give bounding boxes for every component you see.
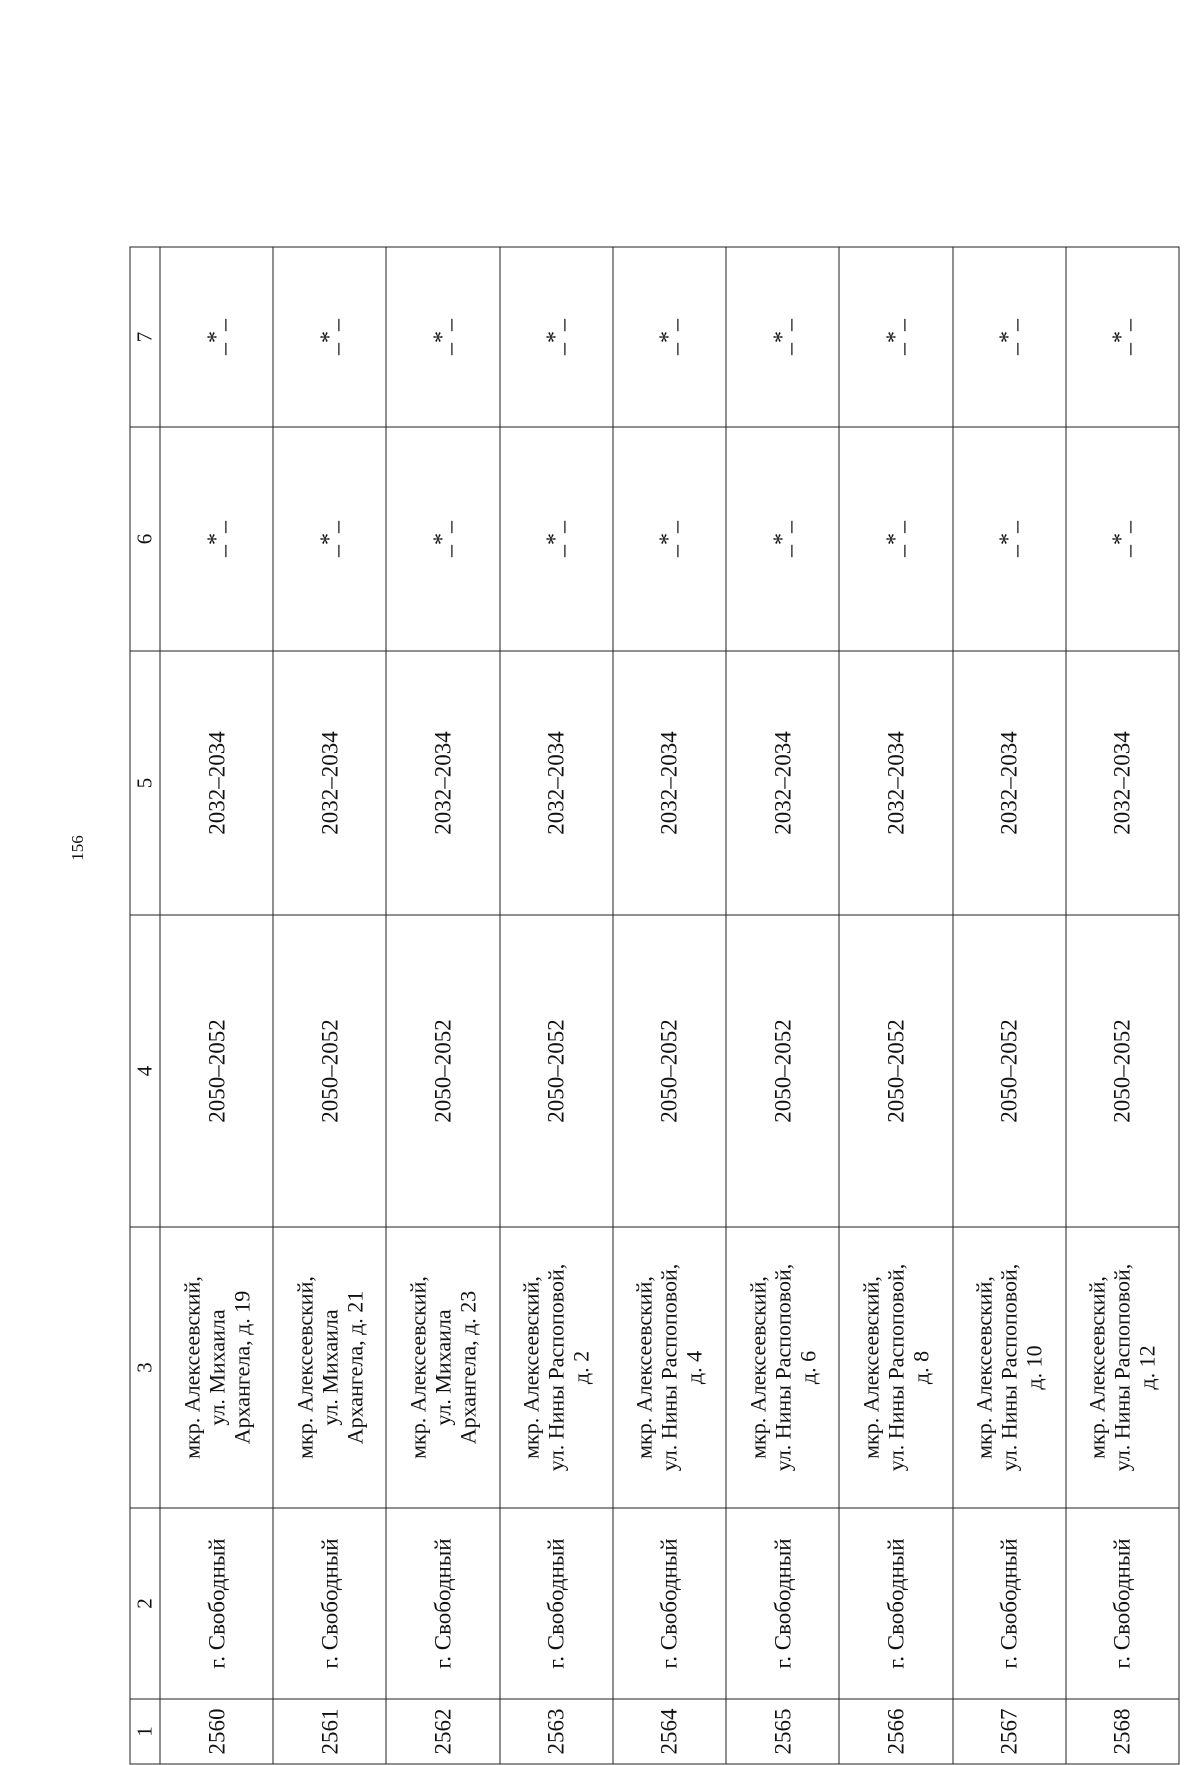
period-col4-cell: 2050–2052 xyxy=(612,915,725,1227)
mark-col7-cell: _*_ xyxy=(952,247,1065,427)
address-line: мкр. Алексеевский, xyxy=(1084,1276,1110,1459)
address-line: мкр. Алексеевский, xyxy=(178,1276,204,1459)
header-col-6: 6 xyxy=(130,427,160,651)
city-cell: г. Свободный xyxy=(499,1508,612,1699)
address-cell xyxy=(160,1227,273,1508)
mark-col7-cell: _*_ xyxy=(160,247,273,427)
registry-table-container xyxy=(129,248,1179,1765)
address-line: Архангела, д. 23 xyxy=(455,1290,481,1445)
table-row xyxy=(160,247,273,1764)
mark-col6-cell: _*_ xyxy=(386,427,499,651)
row-number: 2565 xyxy=(726,1699,839,1764)
address-line: Архангела, д. 21 xyxy=(341,1290,367,1445)
mark-col7-cell: _*_ xyxy=(726,247,839,427)
mark-col7-cell: _*_ xyxy=(612,247,725,427)
address-line: мкр. Алексеевский, xyxy=(971,1276,997,1459)
period-col5-cell: 2032–2034 xyxy=(160,651,273,915)
address-line: ул. Нины Распоповой, xyxy=(996,1263,1022,1472)
mark-col6-cell: _*_ xyxy=(273,427,386,651)
header-col-3: 3 xyxy=(130,1227,160,1508)
mark-col6-cell: _*_ xyxy=(726,427,839,651)
table-row xyxy=(952,247,1065,1764)
address-line: мкр. Алексеевский, xyxy=(857,1276,883,1459)
mark-col7-cell: _*_ xyxy=(273,247,386,427)
period-col5-cell: 2032–2034 xyxy=(499,651,612,915)
table-row xyxy=(1065,247,1178,1764)
address-line: мкр. Алексеевский, xyxy=(518,1276,544,1459)
row-number: 2561 xyxy=(273,1699,386,1764)
address-line: ул. Нины Распоповой, xyxy=(882,1263,908,1472)
period-col4-cell: 2050–2052 xyxy=(160,915,273,1227)
mark-col6-cell: _*_ xyxy=(499,427,612,651)
row-number: 2563 xyxy=(499,1699,612,1764)
address-line: Архангела, д. 19 xyxy=(228,1290,254,1445)
city-cell: г. Свободный xyxy=(726,1508,839,1699)
address-cell xyxy=(952,1227,1065,1508)
period-col4-cell: 2050–2052 xyxy=(726,915,839,1227)
table-row xyxy=(839,247,952,1764)
city-cell: г. Свободный xyxy=(273,1508,386,1699)
address-cell xyxy=(273,1227,386,1508)
period-col5-cell: 2032–2034 xyxy=(386,651,499,915)
table-row xyxy=(612,247,725,1764)
address-line: мкр. Алексеевский, xyxy=(631,1276,657,1459)
address-line: д. 12 xyxy=(1134,1345,1160,1390)
table-row xyxy=(726,247,839,1764)
address-line: д. 4 xyxy=(681,1350,707,1385)
header-col-4: 4 xyxy=(130,915,160,1227)
row-number: 2560 xyxy=(160,1699,273,1764)
period-col4-cell: 2050–2052 xyxy=(839,915,952,1227)
period-col4-cell: 2050–2052 xyxy=(386,915,499,1227)
period-col4-cell: 2050–2052 xyxy=(499,915,612,1227)
period-col5-cell: 2032–2034 xyxy=(726,651,839,915)
city-cell: г. Свободный xyxy=(1065,1508,1178,1699)
address-line: ул. Нины Распоповой, xyxy=(1109,1263,1135,1472)
header-row xyxy=(130,247,160,1764)
mark-col6-cell: _*_ xyxy=(839,427,952,651)
city-cell: г. Свободный xyxy=(160,1508,273,1699)
period-col4-cell: 2050–2052 xyxy=(1065,915,1178,1227)
city-cell: г. Свободный xyxy=(612,1508,725,1699)
city-cell: г. Свободный xyxy=(386,1508,499,1699)
city-cell: г. Свободный xyxy=(952,1508,1065,1699)
header-col-5: 5 xyxy=(130,651,160,915)
address-line: д. 6 xyxy=(794,1350,820,1385)
address-line: д. 2 xyxy=(568,1350,594,1385)
header-col-7: 7 xyxy=(130,247,160,427)
address-line: д. 10 xyxy=(1021,1345,1047,1390)
address-line: ул. Нины Распоповой, xyxy=(543,1263,569,1472)
address-line: ул. Михаила xyxy=(316,1309,342,1426)
mark-col7-cell: _*_ xyxy=(499,247,612,427)
address-cell xyxy=(386,1227,499,1508)
period-col5-cell: 2032–2034 xyxy=(839,651,952,915)
address-line: мкр. Алексеевский, xyxy=(744,1276,770,1459)
period-col5-cell: 2032–2034 xyxy=(273,651,386,915)
table-row xyxy=(386,247,499,1764)
address-line: ул. Нины Распоповой, xyxy=(656,1263,682,1472)
period-col5-cell: 2032–2034 xyxy=(1065,651,1178,915)
page-number: 156 xyxy=(68,835,87,861)
address-cell xyxy=(839,1227,952,1508)
row-number: 2566 xyxy=(839,1699,952,1764)
address-cell xyxy=(726,1227,839,1508)
mark-col6-cell: _*_ xyxy=(160,427,273,651)
address-line: мкр. Алексеевский, xyxy=(405,1276,431,1459)
address-cell xyxy=(612,1227,725,1508)
mark-col7-cell: _*_ xyxy=(386,247,499,427)
address-line: ул. Нины Распоповой, xyxy=(769,1263,795,1472)
period-col5-cell: 2032–2034 xyxy=(952,651,1065,915)
row-number: 2562 xyxy=(386,1699,499,1764)
address-cell xyxy=(1065,1227,1178,1508)
header-col-1: 1 xyxy=(130,1699,160,1764)
address-line: ул. Михаила xyxy=(203,1309,229,1426)
table-row xyxy=(499,247,612,1764)
table-row xyxy=(273,247,386,1764)
address-line: ул. Михаила xyxy=(430,1309,456,1426)
row-number: 2568 xyxy=(1065,1699,1178,1764)
address-line: д. 8 xyxy=(907,1350,933,1385)
row-number: 2564 xyxy=(612,1699,725,1764)
period-col4-cell: 2050–2052 xyxy=(952,915,1065,1227)
row-number: 2567 xyxy=(952,1699,1065,1764)
address-cell xyxy=(499,1227,612,1508)
period-col5-cell: 2032–2034 xyxy=(612,651,725,915)
mark-col6-cell: _*_ xyxy=(952,427,1065,651)
city-cell: г. Свободный xyxy=(839,1508,952,1699)
address-line: мкр. Алексеевский, xyxy=(291,1276,317,1459)
mark-col7-cell: _*_ xyxy=(1065,247,1178,427)
header-col-2: 2 xyxy=(130,1508,160,1699)
mark-col7-cell: _*_ xyxy=(839,247,952,427)
mark-col6-cell: _*_ xyxy=(612,427,725,651)
mark-col6-cell: _*_ xyxy=(1065,427,1178,651)
period-col4-cell: 2050–2052 xyxy=(273,915,386,1227)
registry-table xyxy=(129,247,1179,1765)
